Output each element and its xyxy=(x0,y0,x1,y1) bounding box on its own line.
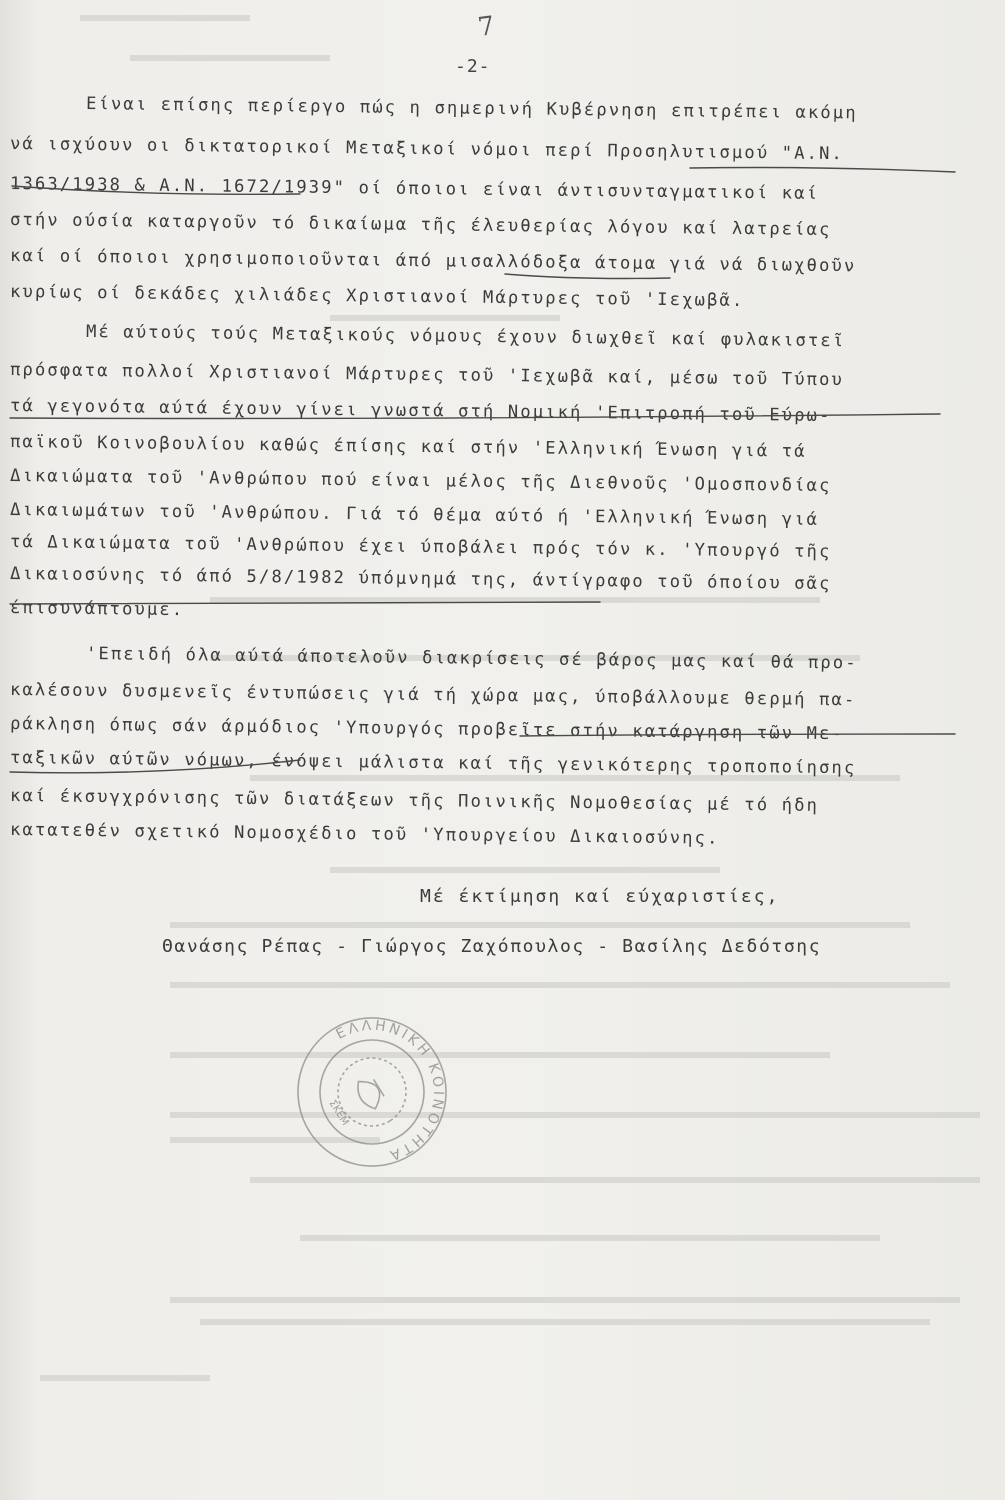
text-line: τά Δικαιώματα τοῦ 'Ανθρώπου έχει ύποβάλει πρός τόν κ. 'Υπουργό τῆς xyxy=(9,532,832,563)
stamp-outer-text: ΕΛΛΗΝΙΚΗ ΚΟΙΝΟΤΗΤΑ xyxy=(333,1017,447,1164)
svg-text:ΕΛΛΗΝΙΚΗ ΚΟΙΝΟΤΗΤΑ xyxy=(314,990,475,1167)
text-line: καλέσουν δυσμενεῖς έντυπώσεις γιά τή χώρα μας, ύποβάλλουμε θερμή πα- xyxy=(9,680,857,711)
text-line: ταξικῶν αύτῶν νόμων, ένόψει μάλιστα καί τῆς γενικότερης τροποποίησης xyxy=(9,748,857,779)
text-line: καί οί όποιοι χρησιμοποιοῦνται άπό μισαλλόδοξα άτομα γιά νά διωχθοῦν xyxy=(9,246,857,277)
closing-salutation: Μέ έκτίμηση καί εύχαριστίες, xyxy=(420,886,780,907)
signatures-line: Θανάσης Ρέπας - Γιώργος Ζαχόπουλος - Βασίλης Δεδότσης xyxy=(162,936,822,957)
text-line: Δικαιοσύνης τό άπό 5/8/1982 ύπόμνημά της, άντίγραφο τοῦ όποίου σᾶς xyxy=(9,564,832,595)
text-line: νά ισχύουν οι δικτατορικοί Μεταξικοί νόμοι περί Προσηλυτισμού "Α.Ν. xyxy=(9,134,845,165)
stamp-inner-text: ΣΚΕΜ xyxy=(326,1098,351,1128)
text-line: πρόσφατα πολλοί Χριστιανοί Μάρτυρες τοῦ 'Ιεχωβᾶ καί, μέσω τοῦ Τύπου xyxy=(9,360,845,391)
page-number: -2- xyxy=(455,56,491,77)
text-line: καί έκσυγχρόνισης τῶν διατάξεων τῆς Ποινικῆς Νομοθεσίας μέ τό ήδη xyxy=(9,786,820,816)
text-line: στήν ούσία καταργοῦν τό δικαίωμα τῆς έλευθερίας λόγου καί λατρείας xyxy=(9,210,832,241)
text-line: Δικαιώματα τοῦ 'Ανθρώπου πού είναι μέλος τῆς Διεθνοῦς 'Ομοσπονδίας xyxy=(9,466,832,497)
text-line: 1363/1938 & Α.Ν. 1672/1939" οί όποιοι είναι άντισυνταγματικοί καί xyxy=(9,174,820,204)
text-line: παϊκοῦ Κοινοβουλίου καθώς έπίσης καί στήν 'Ελληνική Ένωση γιά τά xyxy=(9,432,807,462)
text-line: κατατεθέν σχετικό Νομοσχέδιο τοῦ 'Υπουργείου Δικαιοσύνης. xyxy=(9,820,720,849)
text-line: ράκληση όπως σάν άρμόδιος 'Υπουργός προβεῖτε στήν κατάργηση τῶν Με- xyxy=(9,714,845,745)
text-line: Δικαιωμάτων τοῦ 'Ανθρώπου. Γιά τό θέμα αύτό ή 'Ελληνική Ένωση γιά xyxy=(9,500,820,530)
handwritten-page-number: 7 xyxy=(475,10,497,44)
text-line: Είναι επίσης περίεργο πώς η σημερινή Κυβέρνηση επιτρέπει ακόμη xyxy=(85,94,858,124)
text-line: κυρίως οί δεκάδες χιλιάδες Χριστιανοί Μάρτυρες τοῦ 'Ιεχωβᾶ. xyxy=(9,282,745,311)
organization-stamp xyxy=(262,982,482,1202)
text-line: Μέ αύτούς τούς Μεταξικούς νόμους έχουν διωχθεῖ καί φυλακιστεῖ xyxy=(85,322,846,352)
text-line: 'Επειδή όλα αύτά άποτελοῦν διακρίσεις σέ βάρος μας καί θά προ- xyxy=(85,644,858,674)
text-line: έπισυνάπτουμε. xyxy=(9,598,185,621)
text-line: τά γεγονότα αύτά έχουν γίνει γνωστά στή Νομική 'Επιτροπή τοῦ Εύρω- xyxy=(9,396,832,427)
